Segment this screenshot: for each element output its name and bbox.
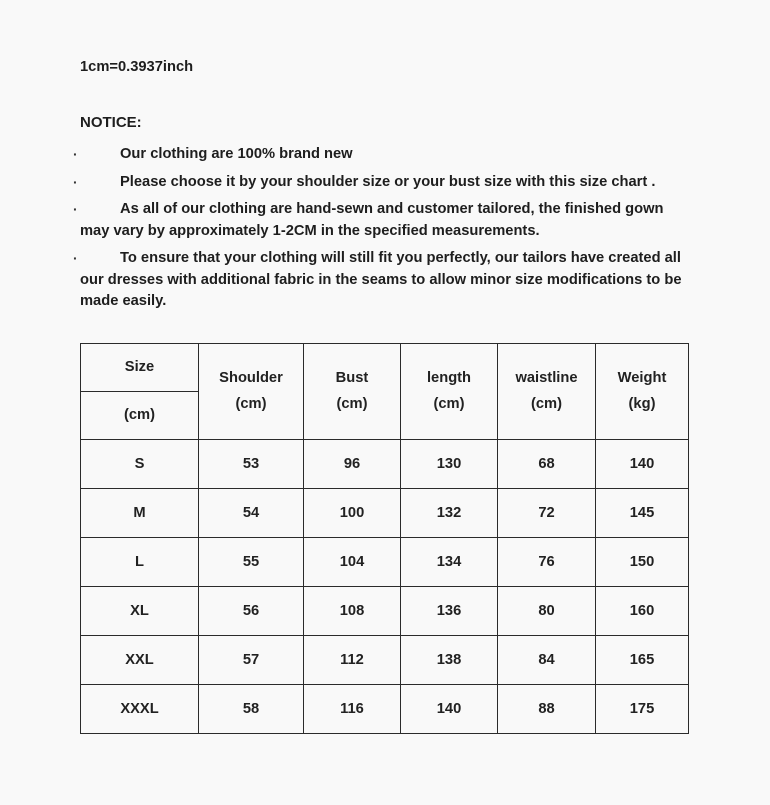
value-cell: 140	[401, 684, 498, 733]
table-row	[81, 586, 689, 635]
column-unit: (cm)	[235, 396, 267, 412]
value-cell: 165	[596, 635, 689, 684]
value-cell: 130	[401, 439, 498, 488]
size-cell: S	[81, 439, 199, 488]
bullet-dot-icon: ·	[73, 250, 78, 266]
table-row	[81, 537, 689, 586]
header-size-unit: (cm)	[81, 391, 199, 439]
table-row	[81, 684, 689, 733]
value-cell: 108	[304, 586, 401, 635]
value-cell: 56	[199, 586, 304, 635]
size-cell: XXL	[81, 635, 199, 684]
notice-list	[73, 144, 690, 313]
header-waistline	[498, 343, 596, 439]
value-cell: 72	[498, 488, 596, 537]
notice-heading: NOTICE:	[80, 114, 142, 131]
header-length	[401, 343, 498, 439]
column-label: Bust	[335, 370, 369, 386]
column-label: Shoulder	[219, 370, 283, 386]
notice-item-text: As all of our clothing are hand-sewn and customer tailored, the finished gown may vary by approximately 1-2CM in the specified measurements.	[80, 201, 664, 239]
value-cell: 80	[498, 586, 596, 635]
size-chart-table	[80, 343, 689, 734]
size-cell: XXXL	[81, 684, 199, 733]
header-bust	[304, 343, 401, 439]
column-label: length	[426, 370, 472, 386]
value-cell: 100	[304, 488, 401, 537]
table-row	[81, 635, 689, 684]
value-cell: 57	[199, 635, 304, 684]
value-cell: 53	[199, 439, 304, 488]
column-label: waistline	[515, 370, 578, 386]
notice-item-text: To ensure that your clothing will still fit you perfectly, our tailors have created all our dresses with additional fabric in the seams to allow minor size modifications to be made easily.	[80, 250, 682, 309]
value-cell: 104	[304, 537, 401, 586]
value-cell: 134	[401, 537, 498, 586]
header-shoulder	[199, 343, 304, 439]
value-cell: 54	[199, 488, 304, 537]
size-cell: M	[81, 488, 199, 537]
value-cell: 112	[304, 635, 401, 684]
table-row	[81, 488, 689, 537]
value-cell: 132	[401, 488, 498, 537]
notice-item-text: Please choose it by your shoulder size or your bust size with this size chart .	[120, 173, 656, 190]
value-cell: 76	[498, 537, 596, 586]
size-cell: XL	[81, 586, 199, 635]
column-unit: (cm)	[336, 396, 368, 412]
notice-item	[73, 199, 690, 242]
value-cell: 138	[401, 635, 498, 684]
column-unit: (cm)	[433, 396, 465, 412]
column-unit: (kg)	[628, 396, 656, 412]
notice-item	[73, 172, 690, 194]
notice-item-text: Our clothing are 100% brand new	[120, 146, 353, 162]
size-cell: L	[81, 537, 199, 586]
value-cell: 175	[596, 684, 689, 733]
value-cell: 145	[596, 488, 689, 537]
value-cell: 150	[596, 537, 689, 586]
value-cell: 88	[498, 684, 596, 733]
conversion-note: 1cm=0.3937inch	[80, 59, 194, 75]
value-cell: 96	[304, 439, 401, 488]
bullet-dot-icon: ·	[73, 201, 78, 217]
value-cell: 55	[199, 537, 304, 586]
table-row	[81, 439, 689, 488]
header-size-label: Size	[81, 343, 199, 391]
value-cell: 58	[199, 684, 304, 733]
bullet-dot-icon: ·	[73, 146, 78, 162]
notice-item	[73, 144, 690, 166]
value-cell: 84	[498, 635, 596, 684]
value-cell: 136	[401, 586, 498, 635]
header-row-top	[81, 343, 689, 391]
header-weight	[596, 343, 689, 439]
bullet-dot-icon: ·	[73, 173, 78, 190]
column-label: Weight	[617, 370, 667, 386]
value-cell: 140	[596, 439, 689, 488]
column-unit: (cm)	[530, 396, 562, 412]
value-cell: 160	[596, 586, 689, 635]
notice-item	[73, 248, 690, 313]
value-cell: 68	[498, 439, 596, 488]
value-cell: 116	[304, 684, 401, 733]
